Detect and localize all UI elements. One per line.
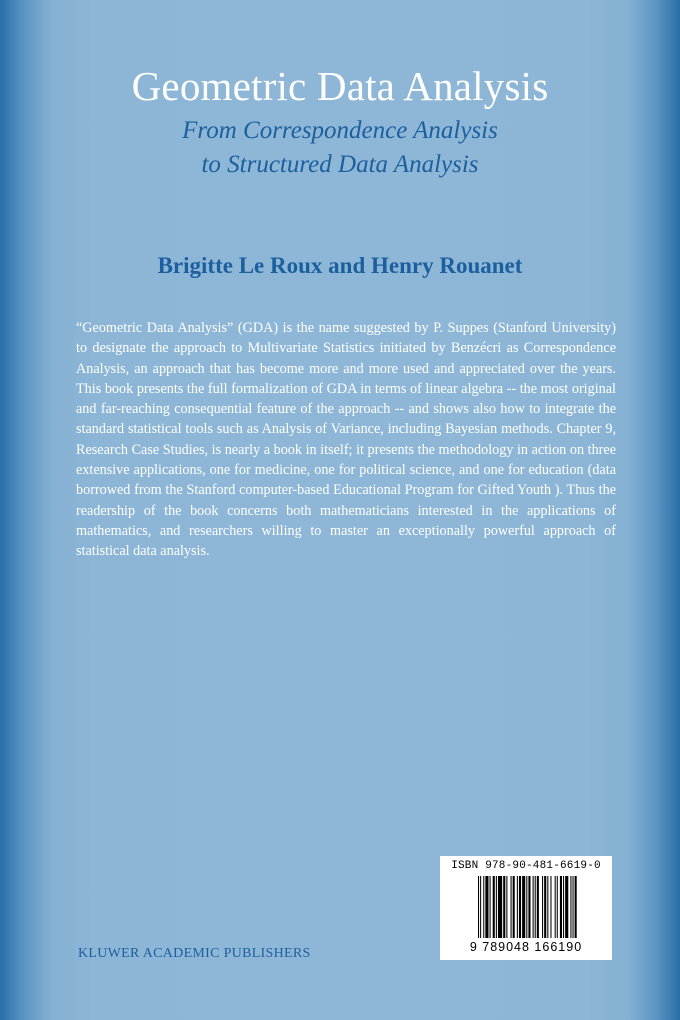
book-title: Geometric Data Analysis bbox=[131, 63, 549, 109]
barcode-number: 9 789048 166190 bbox=[469, 940, 583, 954]
barcode-icon bbox=[478, 876, 608, 938]
barcode-box bbox=[440, 856, 612, 960]
book-description: “Geometric Data Analysis” (GDA) is the name suggested by P. Suppes (Stanford University) to designate the approach to Multivariate Statistics initiated by Benzécri as Correspondence Analysis, an approach that has become more and more used and appreciated over the years. This book presents the full formalization of GDA in terms of linear algebra -- the most original and far-reaching consequential feature of the approach -- and shows also how to integrate the standard statistical tools such as Analysis of Variance, including Bayesian methods. Chapter 9, Research Case Studies, is nearly a book in itself; it presents the methodology in action on three extensive applications, one for medicine, one for political science, and one for education (data borrowed from the Stanford computer-based Educational Program for Gifted Youth ). Thus the readership of the book concerns both mathematicians interested in the applications of mathematics, and researchers willing to master an exceptionally powerful approach of statistical data analysis. bbox=[76, 320, 616, 560]
book-authors: Brigitte Le Roux and Henry Rouanet bbox=[157, 253, 523, 278]
publisher-name: KLUWER ACADEMIC PUBLISHERS bbox=[78, 946, 311, 961]
book-subtitle-line2: to Structured Data Analysis bbox=[201, 151, 479, 178]
isbn-label: ISBN 978-90-481-6619-0 bbox=[451, 860, 601, 872]
book-subtitle-line1: From Correspondence Analysis bbox=[182, 117, 498, 144]
